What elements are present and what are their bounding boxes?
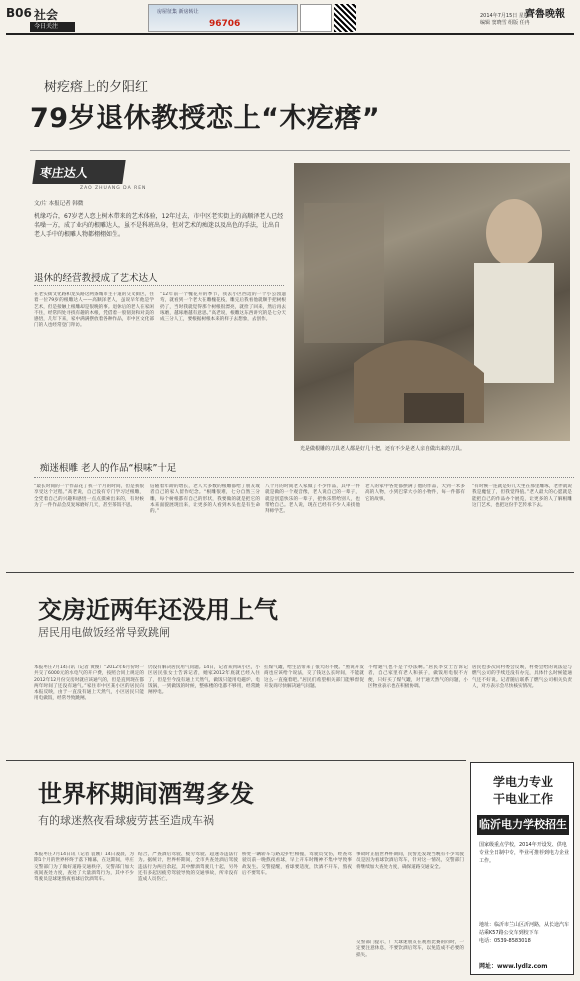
- article1-col-g: 老人的家中各处都摆满了他的作品，大到一米多高的人物，小到巴掌大小的小物件，每一件都有它的故事。: [365, 484, 465, 502]
- photo-caption: 光是做根雕的刀具老人都是好几十把，还有不少是老人亲自做出来的刀具。: [300, 446, 466, 452]
- article2-col-c: 扛煤气罐，给生活带来了很大的不便。“照说开发商也应该给个说法，交了钱这么长时间，不能就这么一直拖着吧。”居民们希望相关部门能够督促开发商尽快解决通气问题。: [264, 665, 364, 689]
- article3-col-e: 交警部门提示，广大球迷朋友在观看比赛的同时，一定要注意休息，不要饮酒后驾车，以免造成不必要的损失。: [356, 940, 464, 958]
- article1-col-d: 信随着年龄的增长，老人大多数的根雕都给了朋友或者自己的家人留作纪念。“根雕很难，七分自然三分雕，每个树根都有自己的形状，我要做的就是把它的本来面貌展现出来，让更多的人看到木头也是有生命的。”: [150, 484, 260, 515]
- article1-col-c: “最长时间的一个作品花了我一个月的时间，但是我很享受这个过程。”高老说，自己没有专门学习过根雕，全凭着自己的兴趣和感悟一点点摸索出来的，有时候为了一件作品会反复琢磨好几天，甚至茶饭不思。: [34, 484, 144, 508]
- column-banner-sub: ZAO ZHUANG DA REN: [80, 186, 147, 191]
- article1-col-b: “12年前一个槐花开的季节，我去小区西边的一个小公园遛弯，就看到一个老大在雕槐花枝，雕完后我看他就顺手把树根扔了，当时我就觉得那个树根很漂亮，就捡了回来，然后再去琢磨，越琢磨越有意思。”高老说，根雕这东西讲究的是七分天成三分人工，要根据树根本来的样子去想象，去创作。: [160, 292, 286, 323]
- section-name: 社会: [34, 8, 59, 22]
- article1-col-a: 在老实街文化路和龙头路这两条城市主干道的交叉街区，住着一位79岁的根雕达人——高顺泽老人，虽说早年他是学艺术，但是接触上根雕却是很晚的事。退休后的老人在家闲不住，经常四处寻找有趣的木根，凭借着一股韧劲和对美的感悟，几年下来，家中满满摆放着各种作品，市中区文化部门的人也经常登门拜访。: [34, 292, 154, 329]
- article2-col-b: 仍没有解决居民用气问题。14日，记者来到该小区，小区居民张女士告诉记者，她家2012年底就已经入住了，但是至今没有通上天然气，做饭只能用电磁炉、电饭锅，一到做饭的时候，整栋楼的电都不够用，经常跳闸停电。: [148, 665, 260, 696]
- qr-code-icon: [334, 4, 356, 32]
- issue-date: 2014年7月15日 星期二 编辑 窦晓雪 组版 任冉: [480, 13, 534, 26]
- dotted-divider: [34, 477, 574, 478]
- ad-body-text: 国家级重点学校，2014年开设发、供电专业全日制中专，毕业可推荐到电力企业工作。: [479, 842, 570, 864]
- header-rule: [6, 33, 574, 35]
- byline: 文/片 本报记者 韩微: [34, 201, 84, 207]
- divider: [30, 150, 570, 151]
- article3-col-d: 事故时正值世界杯期间，民警还发现当晚有不少驾驶员是因为看球饮酒后驾车，针对这一情况，交警部门将继续加大查处力度，确保道路交通安全。: [356, 852, 464, 870]
- ad-school-name: 临沂电力学校招生: [477, 815, 569, 835]
- top-advertisement[interactable]: [148, 4, 298, 32]
- article2-col-e: 居民也多次向村委会反映，村委会给的说法是与燃气公司的手续还没有办完，具体什么时候能通气还不好说。记者随后联系了燃气公司相关负责人，对方表示会尽快核实情况。: [472, 665, 572, 689]
- article1-col-f: “有时候一连就是好几天坐在那里雕琢，老伴就说我是魔怔了，但我觉得值。”老人最大的心愿就是能把自己的作品办个展览，让更多的人了解根雕这门艺术，也把这份手艺传承下去。: [472, 484, 572, 508]
- article2-subtitle: 居民用电做饭经常导致跳闸: [38, 626, 170, 639]
- photo-placeholder-icon: [294, 163, 570, 441]
- article1-photo: [294, 163, 570, 441]
- article3-subtitle: 有的球迷熬夜看球疲劳甚至造成车祸: [38, 814, 214, 827]
- article3-col-a: 本报枣庄7月14日讯（记者 袁刚）14日凌晨，为期1个月的世界杯终于落下帷幕，在这期间，枣庄交警部门为了做好道路交通秩序，交警部门加大夜间查处力度，查处了大量酒驾行为，其中不少驾驶员是球迷熬夜看球后饮酒驾车。: [34, 852, 134, 883]
- article2-title[interactable]: 交房近两年还没用上气: [38, 596, 278, 624]
- top-advertisement-2: [300, 4, 332, 32]
- dotted-divider: [34, 285, 284, 286]
- ad-phone: 96706: [209, 19, 241, 29]
- article1-title[interactable]: 79岁退休教授恋上“木疙瘩”: [30, 103, 381, 134]
- article2-col-a: 本报枣庄7月14日讯（记者 黄俊）“2012年6月份时一共交了6000元的水电气的开户费，按照合同上规定的2012年12月份交房时就应该通气的，但是直到现在都两年时间了还没有通气。”家住市中区某小区的居民向本报反映，由于一直没有通上天然气，小区居民只能用电做饭，经常导致跳闸。: [34, 665, 144, 702]
- article3-title[interactable]: 世界杯期间酒驾多发: [38, 780, 254, 808]
- article1-kicker: 树疙瘩上的夕阳红: [44, 80, 149, 95]
- article3-col-c: 桥处一辆轿车与路边护栏相撞，驾驶员受伤，经查驾驶员前一晚熬夜看球，早上开车时精神不集中导致事故发生。交警提醒，看球要适度，饮酒不开车，熬夜后不要驾车。: [242, 852, 352, 876]
- ad-headline-1: 学电力专业: [492, 775, 553, 789]
- section-divider: [6, 760, 466, 761]
- ad-website-link[interactable]: 网址：www.lydlz.com: [479, 963, 548, 970]
- page-number: B06: [6, 6, 32, 20]
- ad-text: 房屋征集 新房转让: [157, 9, 199, 15]
- article1-subhead-1: 退休的经营教授成了艺术达人: [34, 273, 158, 284]
- article1-subhead-2: 痴迷根雕 老人的作品“根味”十足: [40, 463, 177, 474]
- school-advertisement[interactable]: [470, 762, 574, 975]
- article1-lead: 机缘巧合，67岁老人恋上树木带来的艺术体验，12年过去，市中区老实街上的高顺泽老人已经名噪一方，成了业内的根雕达人，虽不是科班出身，但对艺术的痴迷以及出色的手法，让出自老人手中的根雕人物都栩栩如生。: [34, 213, 284, 238]
- section-divider: [6, 572, 574, 573]
- section-tag: 今日关注: [30, 22, 75, 32]
- column-banner: 枣庄达人: [32, 160, 125, 184]
- article2-col-d: 不给通气也不是个办法啊。”居民李女士告诉记者，自己家里有老人和孩子，做饭用电很不方便，只好买了煤气罐，对于通天然气的问题，小区物业表示也在积极协调。: [368, 665, 468, 689]
- article1-col-e: 八个月的时间老人家做了不少作品，其中一件就是做的一个观音像，老人说自己的一辈子，就是创造快乐的一辈子，把快乐带给别人，也带给自己。老人说，现在已经有不少人来找他拜师学艺。: [265, 484, 360, 515]
- ad-headline-2: 干电业工作: [492, 792, 553, 806]
- newspaper-logo: 齊魯晚報: [525, 9, 565, 20]
- article3-col-b: 结合，严查酒后驾驶、疲劳驾驶、超速等违法行为。据统计，世界杯期间，全市共查处酒后驾驶违法行为两百余起，其中醉酒驾驶几十起，另外还有多起因疲劳驾驶导致的交通事故，所幸没有造成人员伤亡。: [138, 852, 238, 883]
- ad-address: 地址：临沂市兰山区沂河路，从长途汽车站乘K57路公交车到校下车 电话：0539-8583018: [479, 922, 570, 944]
